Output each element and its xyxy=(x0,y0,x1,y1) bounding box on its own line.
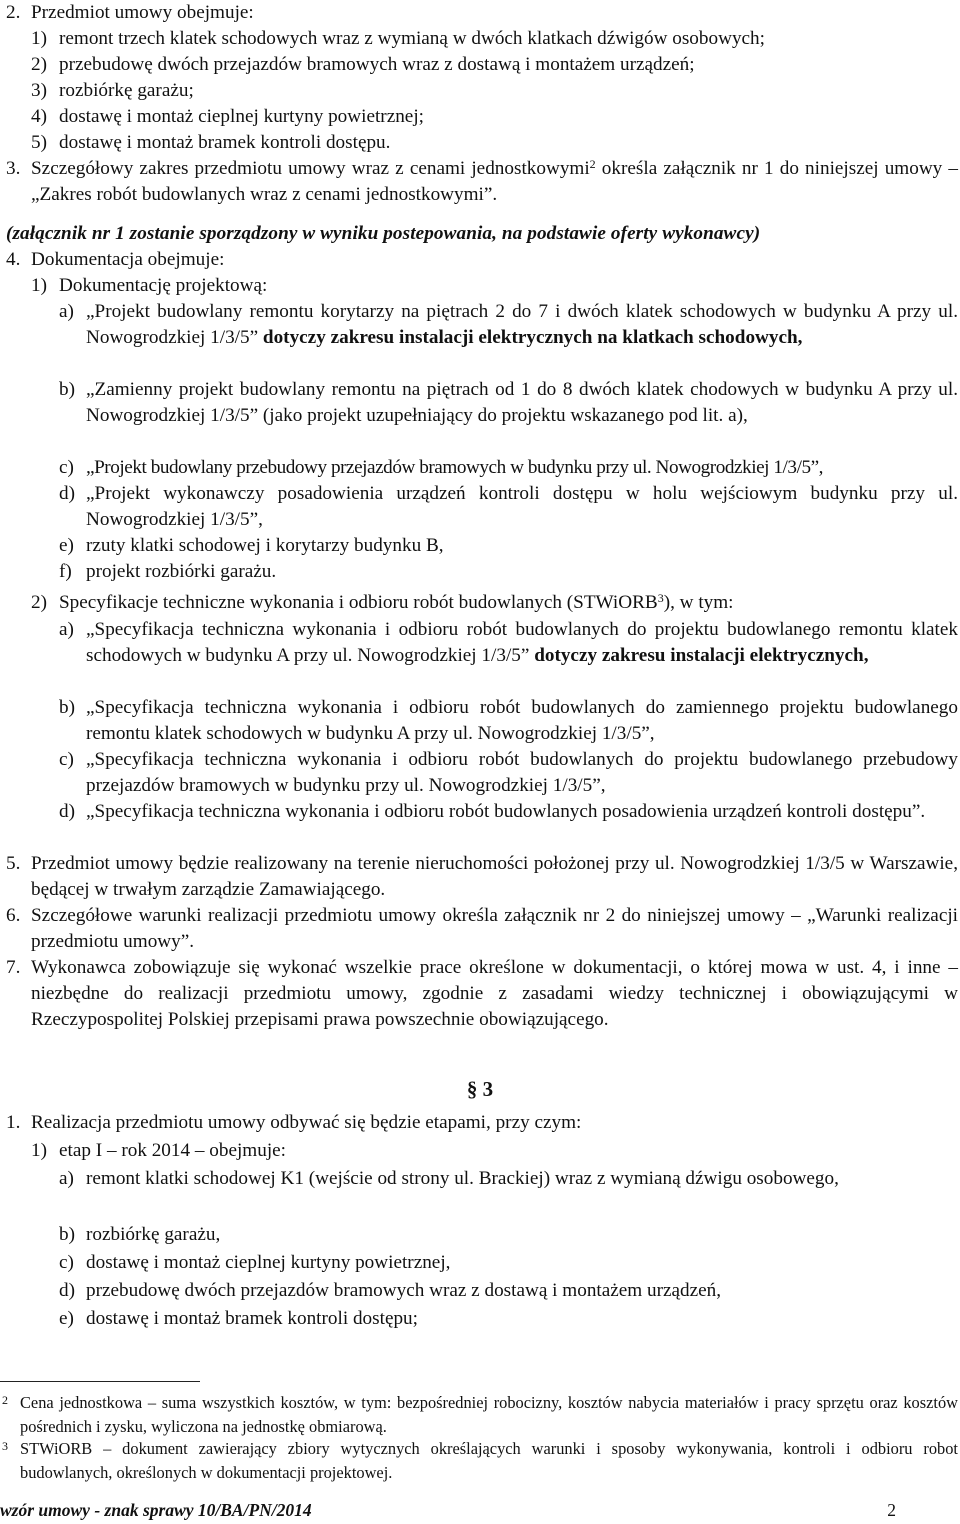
page-number: 2 xyxy=(887,1500,896,1520)
paragraph-number: 5. xyxy=(6,853,21,874)
paragraph-intro: Przedmiot umowy obejmuje: xyxy=(31,2,254,23)
paragraph-number: 7. xyxy=(6,957,21,978)
paragraph-number: 1. xyxy=(6,1112,21,1133)
footnote-divider xyxy=(0,1381,200,1382)
section-heading: § 3 xyxy=(466,1077,494,1101)
footnote-ref: 2 xyxy=(589,157,596,171)
paragraph-number: 3. xyxy=(6,158,21,179)
footnote-ref: 3 xyxy=(657,591,664,605)
document-reference: wzór umowy - znak sprawy 10/BA/PN/2014 xyxy=(0,1500,312,1520)
paragraph-number: 2. xyxy=(6,2,21,23)
paragraph-number: 6. xyxy=(6,905,21,926)
paragraph-number: 4. xyxy=(6,249,21,270)
document-page: 2. Przedmiot umowy obejmuje: 1) remont trzech klatek schodowych wraz z wymianą w dwóch klatkach dźwigów osobowych; 2) przebudowę dwóch przejazdów bramowych wraz z dostawą i montażem urządzeń; 3) rozbiórkę garażu; 4) dostawę i montaż cieplnej kurtyny powietrznej; 5) dostawę i montaż bramek kontroli dostępu. 3. Szczegółowy zakres przedmiotu umowy wraz z cenami jednostkowymi$^2$ określa załącznik nr 1 do niniejszej umowy – „Zakres robót budowlanych wraz z cenami jednostkowymi”. (załącznik nr 1 zostanie sporządzony w wyniku postepowania, na podstawie oferty wykonawcy) 4. Dokumentacja obejmuje: 1) Dokumentację projektową: a) „Projekt budowlany remontu korytarzy na piętrach 2 do 7 i dwóch klatek schodowych w budynku A przy ul. Nowogrodzkiej 1/3/5” dotyczy zakresu instalacji elektrycznych na klatkach schodowych, b) „Zamienny projekt budowlany remontu na piętrach od 1 do 8 dwóch klatek chodowych w budynku A przy ul. Nowogrodzkiej 1/3/5” (jako projekt uzupełniający do projektu wskazanego pod lit. a), c) „Projekt budowlany przebudowy przejazdów bramowych w budynku przy ul. Nowogrodzkiej 1/3/5”, d) „Projekt wykonawczy posadowienia urządzeń kontroli dostępu w holu wejściowym budynku przy ul. Nowogrodzkiej 1/3/5”, e) rzuty klatki schodowej i korytarzy budynku B, f) projekt rozbiórki garażu. 2) Specyfikacje techniczne wykonania i odbioru robót budowlanych (STWiORB$^3$), w tym: a) „Specyfikacja techniczna wykonania i odbioru robót budowlanych do projektu budowlanego remontu klatek schodowych w budynku A przy ul. Nowogrodzkiej 1/3/5” dotyczy zakresu instalacji elektrycznych, b) „Specyfikacja techniczna wykonania i odbioru robót budowlanych do zamiennego projektu budowlanego remontu klatek schodowych w budynku A przy ul. Nowogrodzkiej 1/3/5”, c) „Specyfikacja techniczna wykonania i odbioru robót budowlanych do projektu budowlanego przebudowy przejazdów bramowych w budynku przy ul. Nowogrodzkiej 1/3/5”, d) „Specyfikacja techniczna wykonania i odbioru robót budowlanych posadowienia urządzeń kontroli dostępu”. 5. Przedmiot umowy będzie realizowany na terenie nieruchomości położonej przy ul. Nowogrodzkiej 1/3/5 w Warszawie, będącej w trwałym zarządzie Zamawiającego. 6. Szczegółowe warunki realizacji przedmiotu umowy określa załącznik nr 2 do niniejszej umowy – „Warunki realizacji przedmiotu umowy”. 7. Wykonawca zobowiązuje się wykonać wszelkie prace określone w dokumentacji, o której mowa w ust. 4, i inne – niezbędne do realizacji przedmiotu umowy, zgodnie z zasadami wiedzy technicznej i obowiązującymi w Rzeczypospolitej Polskiej przepisami prawa powszechnie obowiązującego. § 3 1. Realizacja przedmiotu umowy odbywać się będzie etapami, przy czym: 1) etap I – rok 2014 – obejmuje: a) remont klatki schodowej K1 (wejście od strony ul. Brackiej) wraz z wymianą dźwigu osobowego, b) rozbiórkę garażu, c) dostawę i montaż cieplnej kurtyny powietrznej, d) przebudowę dwóch przejazdów bramowych wraz z dostawą i montażem urządzeń, e) dostawę i montaż bramek kontroli dostępu; 2 Cena jednostkowa – suma wszystkich kosztów, w tym: bezpośredniej robocizny, kosztów nabycia materiałów i pracy sprzętu oraz kosztów pośrednich i zysku, wyliczona na jednostkę obmiarową. 3 STWiORB – dokument zawierający zbiory wytycznych określających warunki i sposoby wykonywania, kontroli i odbioru robot budowlanych, określonych w dokumentacji projektowej. wzór umowy - znak sprawy 10/BA/PN/2014 2 xyxy=(0,0,960,1524)
